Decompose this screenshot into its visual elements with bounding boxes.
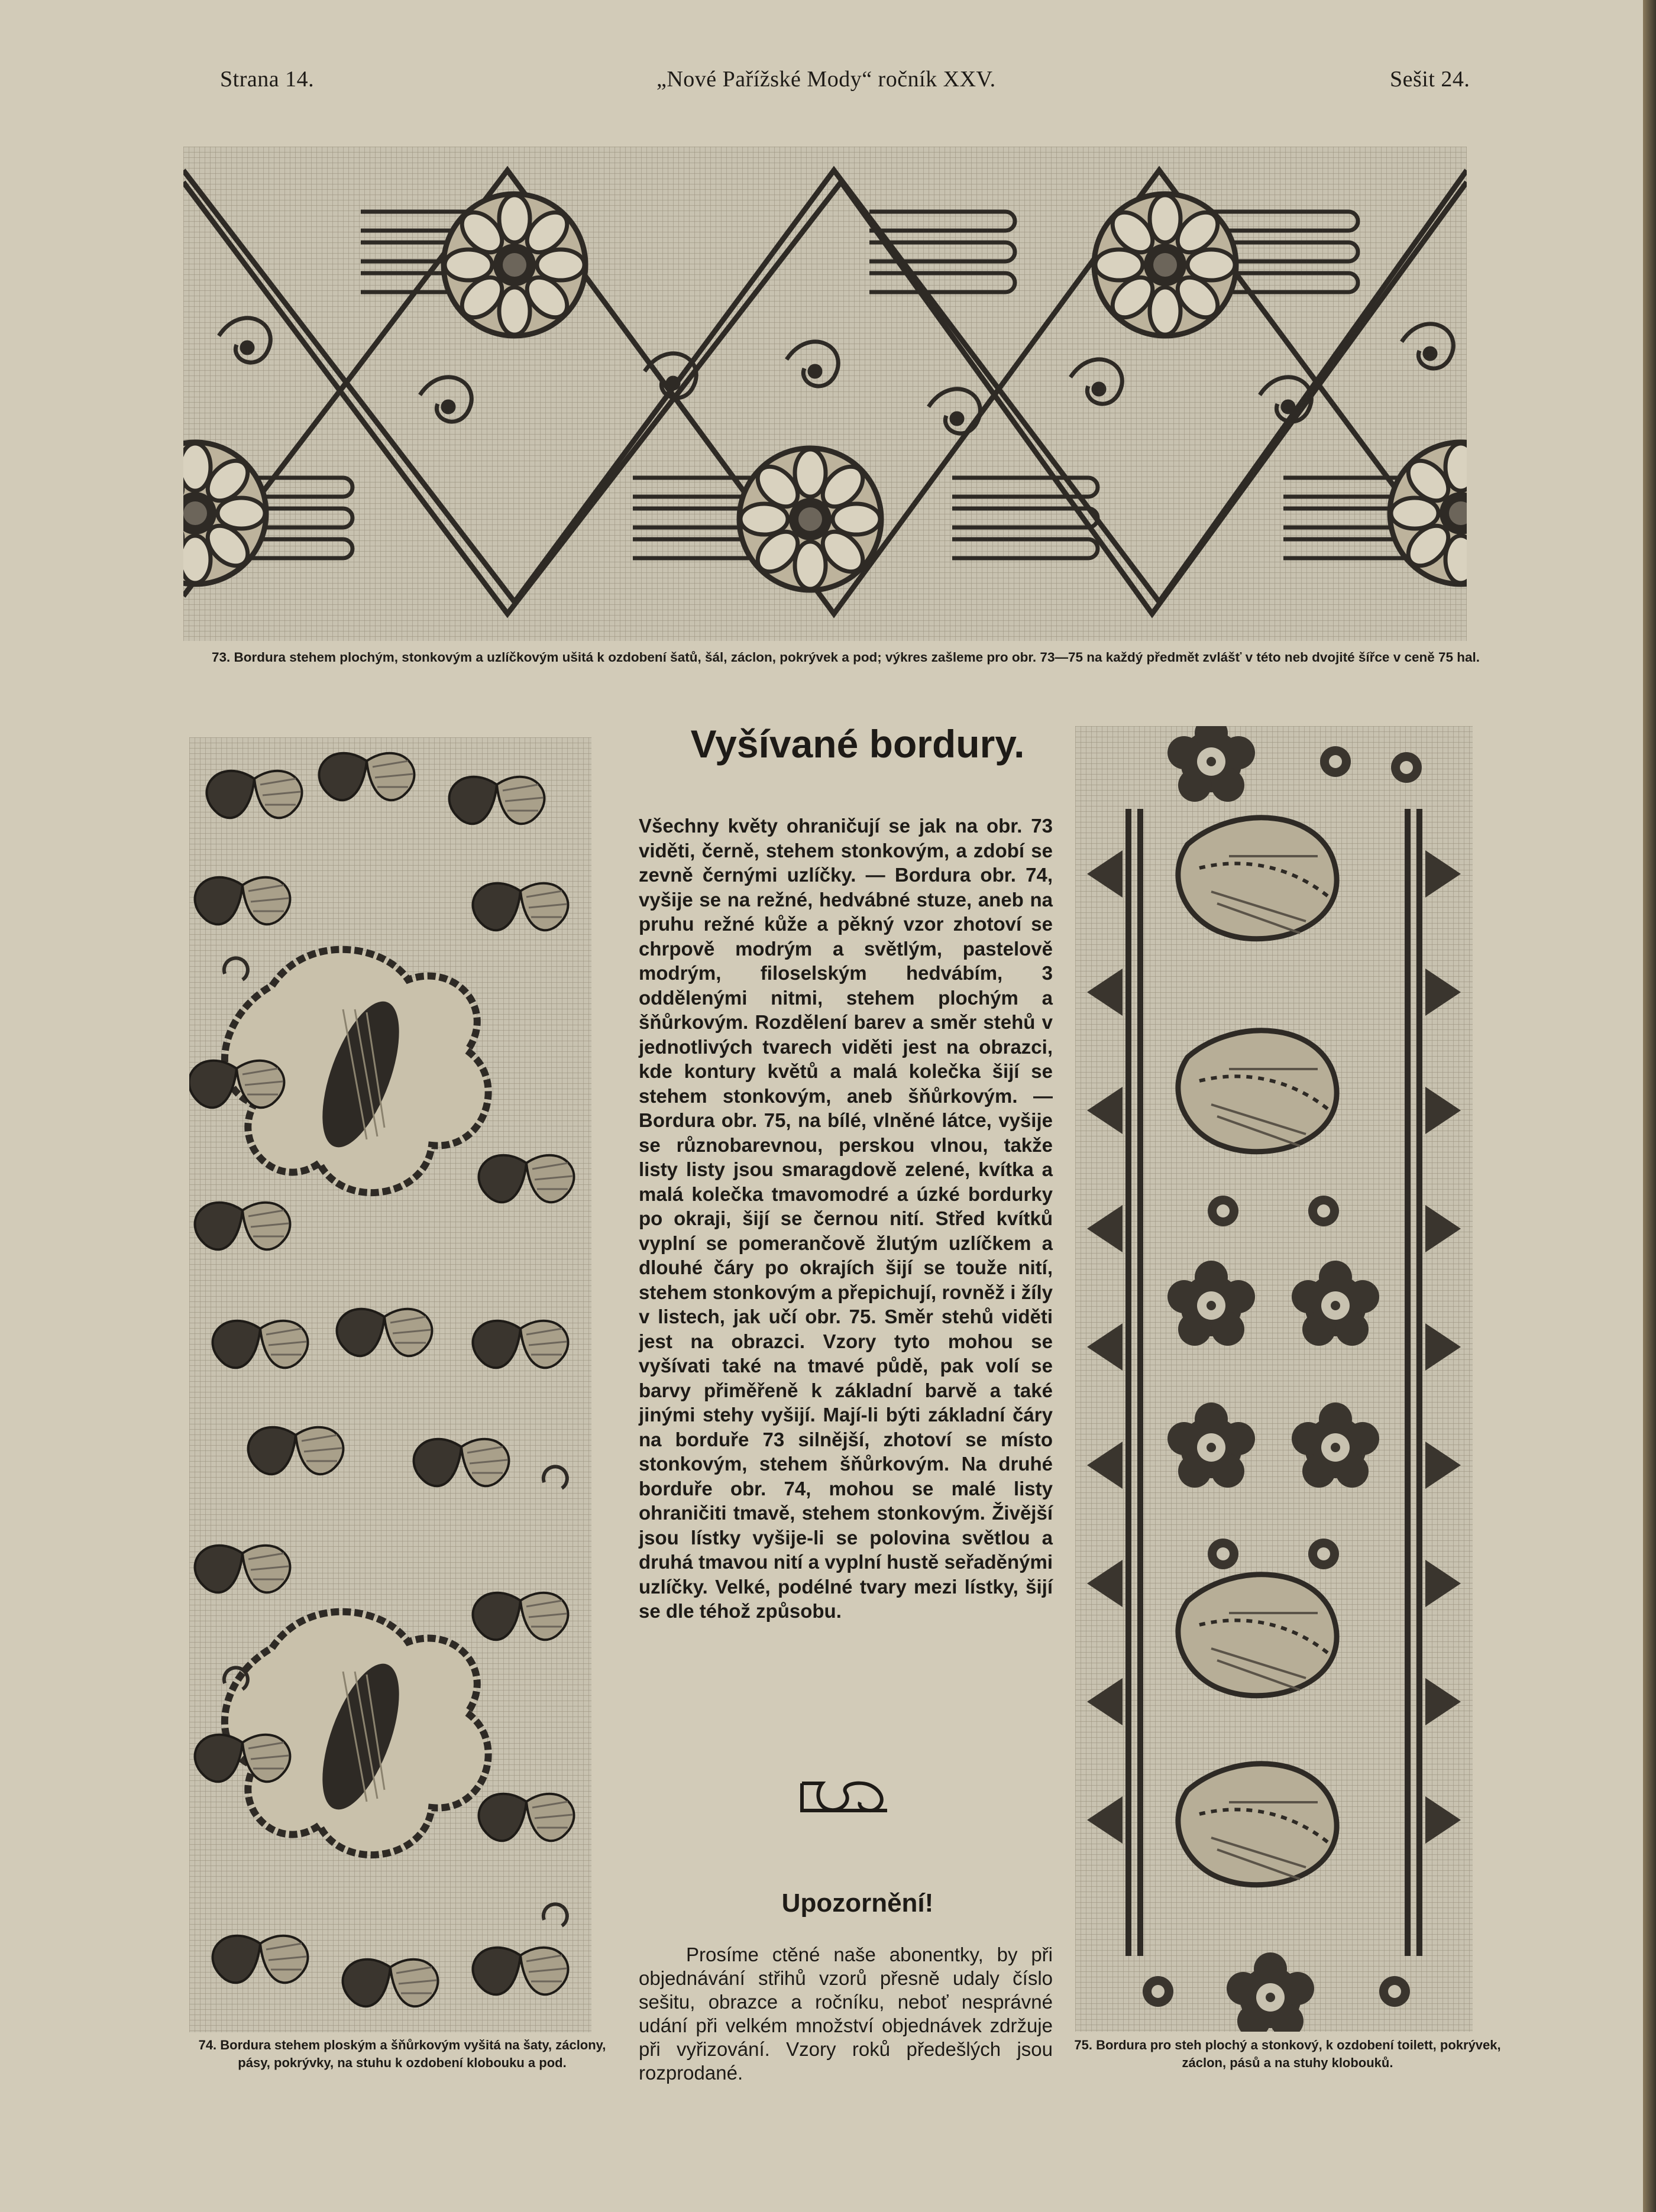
- figure-74-caption-text: Bordura stehem ploským a šňůrkovým vyšitá na šaty, záclony, pásy, pokrývky, na stuhu k ozdobení klobouku a pod.: [220, 2038, 606, 2070]
- figure-73-caption: [189, 649, 1502, 666]
- notice-title: Upozornění!: [781, 1889, 934, 1918]
- page-number: Strana 14.: [220, 67, 315, 92]
- notice-body: Prosíme ctěné naše abonentky, by při objednávání střihů vzorů přesně udaly číslo sešitu, obrazce a ročníku, neboť nesprávné udání při velkém množství objednávek zdržuje při vyřizování. Vzory roků předešlých jsou rozprodané.: [639, 1944, 1053, 2084]
- figure-75-number: 75.: [1074, 2038, 1092, 2052]
- figure-75-embroidery-border: [1075, 726, 1473, 2032]
- journal-title: „Nové Pařížské Mody“ ročník XXV.: [656, 67, 996, 92]
- article-body: Všechny květy ohraničují se jak na obr. 73 viděti, černě, stehem stonkovým, a zdobí se zevně černými uzlíčky. — Bordura obr. 74, vyšije se na režné, hedvábné stuze, aneb na pruhu režné kůže a pěkný vzor zhotoví se chrpově modrým a světlým, pastelově modrým, filoselským hedvábím, 3 oddělenými nitmi, stehem plochým a šňůrkovým. Rozdělení barev a směr stehů v jednotlivých tvarech viděti jest na obrazci, kde kontury květů a malá kolečka šijí se stehem stonkovým, aneb šňůrkovým. — Bordura obr. 75, na bílé, vlněné látce, vyšije se různobarevnou, perskou vlnou, takže listy listy jsou smaragdově zelené, kvítka a malá kolečka tmavomodré a úzké bordurky po okraji, šijí se černou nití. Střed kvítků vyplní se pomerančově žlutým uzlíčkem a dlouhé čáry po okrajích šijí se touže nití, stehem stonkovým a přepichují, rovněž i žíly v listech, jak učí obr. 75. Směr stehů viděti jest na obrazci. Vzory tyto mohou se vyšívati také na tmavé půdě, pak volí se barvy přiměřeně k základní barvě a také jinými stehy vyšijí. Mají-li býti základní čáry na borduře 73 silnější, zhotoví se místo stonkovým, stehem šňůrkovým. Na druhé borduře obr. 74, mohou se malé listy ohraničiti tmavě, stehem stonkovým. Živější jsou lístky vyšije-li se polovina světlou a druhá tmavou nití a vyplní hustě seřaděnými uzlíčky. Velké, podélné tvary mezi lístky, šijí se dle téhož způsobu.: [639, 815, 1053, 1622]
- figure-73-embroidery-border: [183, 147, 1467, 641]
- binding-edge: [1643, 0, 1656, 2212]
- ornament-icon: [798, 1779, 893, 1815]
- figure-74-caption: [189, 2036, 615, 2072]
- figure-74-embroidery-border: [189, 737, 591, 2032]
- figure-75-caption-text: Bordura pro steh plochý a stonkový, k ozdobení toilett, pokrývek, záclon, pásů a na stuhy klobouků.: [1096, 2038, 1501, 2070]
- figure-73-caption-text: Bordura stehem plochým, stonkovým a uzlíčkovým ušitá k ozdobení šatů, šál, záclon, pokrývek a pod; výkres zašleme pro obr. 73—75 na každý předmět zvlášť v této neb dvojité šířce v ceně 75 hal.: [234, 650, 1480, 665]
- issue-number: Sešit 24.: [1390, 67, 1470, 92]
- figure-73-number: 73.: [211, 650, 231, 665]
- figure-75-caption: [1072, 2036, 1503, 2072]
- article-title: Vyšívané bordury.: [690, 722, 1025, 766]
- figure-74-number: 74.: [198, 2038, 217, 2052]
